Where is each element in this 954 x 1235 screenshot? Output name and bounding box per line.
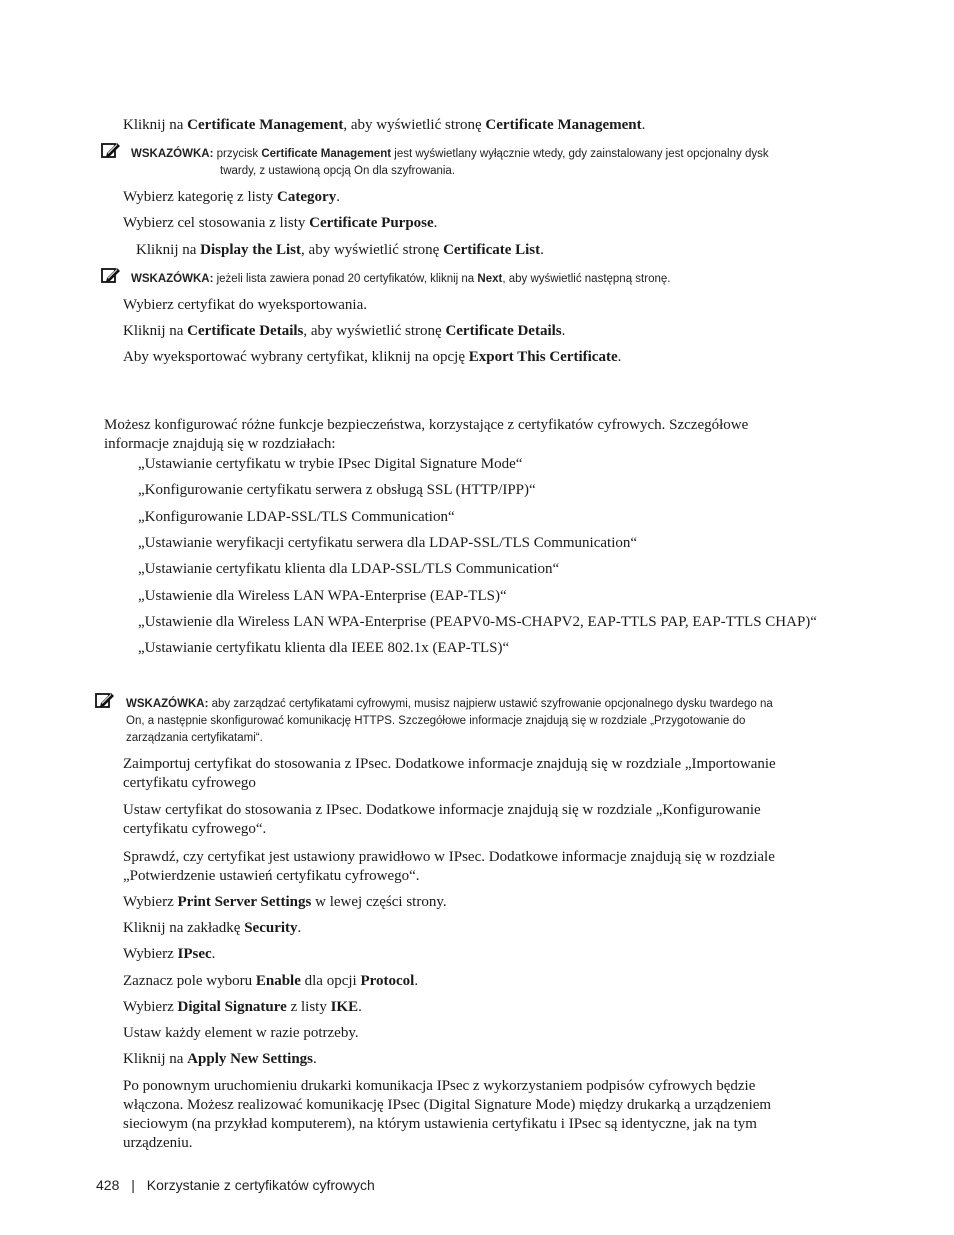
result-paragraph: Po ponownym uruchomieniu drukarki komunikacja IPsec z wykorzystaniem podpisów cyfrowych będzie włączona. Możesz realizować komunikację IPsec (Digital Signature Mode) między drukarką a urządzeniem sieciowym (na przykład komputerem), na którym ustawienia certyfikatu i IPsec są identyczne, jak na tym urządzeniu. bbox=[123, 1078, 772, 1151]
link-ipsec-digital-signature[interactable]: „Ustawianie certyfikatu w trybie IPsec Digital Signature Mode“ bbox=[138, 456, 523, 472]
note-label: WSKAZÓWKA: bbox=[131, 148, 214, 160]
note-certificate-management: WSKAZÓWKA: przycisk Certificate Management jest wyświetlany wyłącznie wtedy, gdy zainstalowany jest opcjonalny dysk twardy, z ustawioną opcją On dla szyfrowania. bbox=[131, 148, 769, 177]
step-select-ipsec: Wybierz IPsec. bbox=[123, 946, 216, 962]
note-next-page: WSKAZÓWKA: jeżeli lista zawiera ponad 20 certyfikatów, kliknij na Next, aby wyświetlić następną stronę. bbox=[131, 273, 671, 285]
step-display-list: Kliknij na Display the List, aby wyświetlić stronę Certificate List. bbox=[136, 242, 544, 258]
security-features-intro: Możesz konfigurować różne funkcje bezpieczeństwa, korzystające z certyfikatów cyfrowych. Szczegółowe informacje znajdują się w rozdziałach: bbox=[104, 417, 749, 452]
step-select-purpose: Wybierz cel stosowania z listy Certificate Purpose. bbox=[123, 215, 438, 231]
step-click-certificate-management: Kliknij na Certificate Management, aby wyświetlić stronę Certificate Management. bbox=[123, 117, 646, 133]
chapter-title: Korzystanie z certyfikatów cyfrowych bbox=[146, 1177, 375, 1193]
step-verify-certificate: Sprawdź, czy certyfikat jest ustawiony prawidłowo w IPsec. Dodatkowe informacje znajdują się w rozdziale „Potwierdzenie ustawień certyfikatu cyfrowego“. bbox=[123, 849, 775, 884]
link-wpa-peap[interactable]: „Ustawienie dla Wireless LAN WPA-Enterprise (PEAPV0-MS-CHAPV2, EAP-TTLS PAP, EAP-TTLS CHAP)“ bbox=[138, 614, 817, 630]
footer-separator: | bbox=[131, 1177, 135, 1193]
step-import-certificate: Zaimportuj certyfikat do stosowania z IPsec. Dodatkowe informacje znajdują się w rozdziale „Importowanie certyfikatu cyfrowego bbox=[123, 756, 776, 791]
step-apply-new-settings: Kliknij na Apply New Settings. bbox=[123, 1051, 317, 1067]
page-number: 428 bbox=[96, 1177, 120, 1193]
step-set-certificate: Ustaw certyfikat do stosowania z IPsec. Dodatkowe informacje znajdują się w rozdziale „Konfigurowanie certyfikatu cyfrowego“. bbox=[123, 802, 761, 837]
link-ldap-client-certificate[interactable]: „Ustawianie certyfikatu klienta dla LDAP-SSL/TLS Communication“ bbox=[138, 561, 560, 577]
step-export-certificate: Aby wyeksportować wybrany certyfikat, kliknij na opcję Export This Certificate. bbox=[123, 349, 622, 365]
link-ldap-server-verification[interactable]: „Ustawianie weryfikacji certyfikatu serwera dla LDAP-SSL/TLS Communication“ bbox=[138, 535, 638, 551]
link-ldap-ssl-tls[interactable]: „Konfigurowanie LDAP-SSL/TLS Communication“ bbox=[138, 509, 455, 525]
step-select-certificate: Wybierz certyfikat do wyeksportowania. bbox=[123, 297, 368, 313]
note-pencil-icon bbox=[95, 691, 115, 709]
note-label: WSKAZÓWKA: bbox=[131, 273, 214, 285]
page-footer bbox=[96, 1177, 375, 1193]
step-security-tab: Kliknij na zakładkę Security. bbox=[123, 920, 302, 936]
link-ieee-8021x[interactable]: „Ustawianie certyfikatu klienta dla IEEE 802.1x (EAP-TLS)“ bbox=[138, 640, 510, 656]
step-select-category: Wybierz kategorię z listy Category. bbox=[123, 189, 340, 205]
note-pencil-icon bbox=[101, 266, 121, 284]
note-pencil-icon bbox=[101, 141, 121, 159]
step-certificate-details: Kliknij na Certificate Details, aby wyświetlić stronę Certificate Details. bbox=[123, 323, 566, 339]
note-label: WSKAZÓWKA: bbox=[126, 698, 209, 710]
step-set-each-item: Ustaw każdy element w razie potrzeby. bbox=[123, 1025, 359, 1041]
link-wpa-eap-tls[interactable]: „Ustawienie dla Wireless LAN WPA-Enterprise (EAP-TLS)“ bbox=[138, 588, 507, 604]
link-ssl-server-certificate[interactable]: „Konfigurowanie certyfikatu serwera z obsługą SSL (HTTP/IPP)“ bbox=[138, 482, 536, 498]
note-disk-encryption: WSKAZÓWKA: aby zarządzać certyfikatami cyfrowymi, musisz najpierw ustawić szyfrowanie opcjonalnego dysku twardego na On, a następnie skonfigurować komunikację HTTPS. Szczegółowe informacje znajdują się w rozdziale „Przygotowanie do zarządzania certyfikatami“. bbox=[126, 698, 773, 744]
step-digital-signature-ike: Wybierz Digital Signature z listy IKE. bbox=[123, 999, 362, 1015]
step-enable-protocol: Zaznacz pole wyboru Enable dla opcji Protocol. bbox=[123, 973, 419, 989]
step-print-server-settings: Wybierz Print Server Settings w lewej części strony. bbox=[123, 894, 447, 910]
